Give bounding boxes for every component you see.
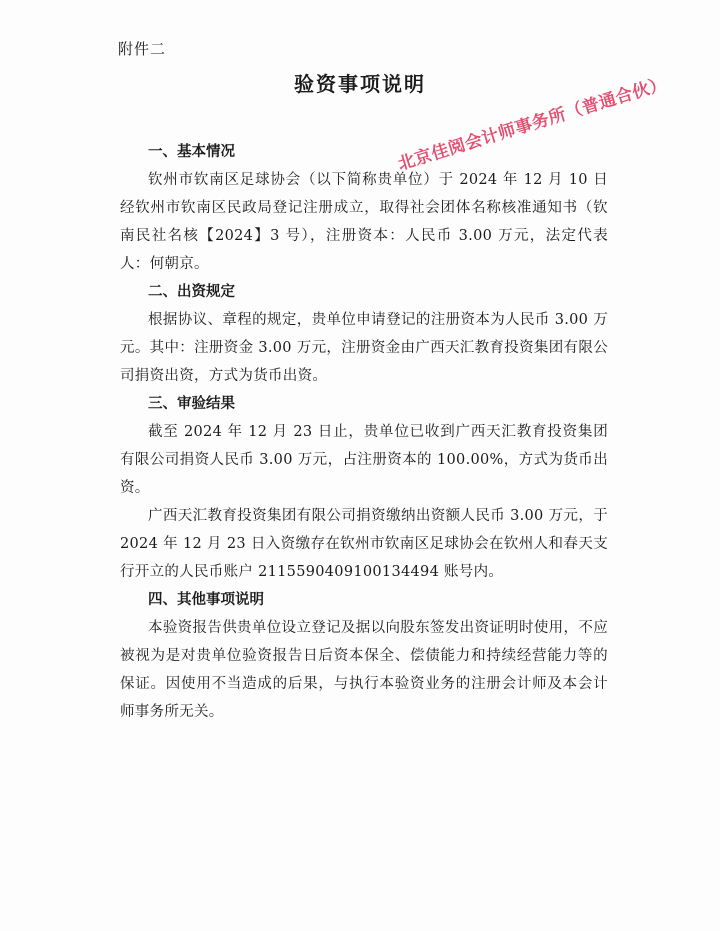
section-paragraph: 根据协议、章程的规定，贵单位申请登记的注册资本为人民币 3.00 万元。其中：注册资金 3.00 万元，注册资金由广西天汇教育投资集团有限公司捐资出资，方式为货币出资。 bbox=[120, 312, 608, 384]
section-paragraph: 本验资报告供贵单位设立登记及据以向股东签发出资证明时使用，不应被视为是对贵单位验资报告日后资本保全、偿债能力和持续经营能力等的保证。因使用不当造成的后果，与执行本验资业务的注册会计师及本会计师事务所无关。 bbox=[120, 620, 608, 720]
section-paragraph: 广西天汇教育投资集团有限公司捐资缴纳出资额人民币 3.00 万元，于 2024 年 12 月 23 日入资缴存在钦州市钦南区足球协会在钦州人和春天支行开立的人民币账户 2115590409100134494 账号内。 bbox=[120, 508, 608, 580]
page-title: 验资事项说明 bbox=[294, 72, 426, 96]
document-body bbox=[120, 138, 608, 726]
section-paragraph: 钦州市钦南区足球协会（以下简称贵单位）于 2024 年 12 月 10 日经钦州市钦南区民政局登记注册成立，取得社会团体名称核准通知书（钦南民社名核【2024】3 号），注册资本：人民币 3.00 万元，法定代表人：何朝京。 bbox=[120, 172, 608, 272]
section-heading-basic-info: 一、基本情况 bbox=[148, 144, 235, 160]
firm-seal-stamp: 北京佳阅会计师事务所（普通合伙） bbox=[395, 73, 670, 175]
section-paragraph: 截至 2024 年 12 月 23 日止，贵单位已收到广西天汇教育投资集团有限公司捐资人民币 3.00 万元，占注册资本的 100.00%，方式为货币出资。 bbox=[120, 424, 608, 496]
section-heading-verification-result: 三、审验结果 bbox=[148, 396, 235, 412]
section-heading-capital-rules: 二、出资规定 bbox=[148, 284, 235, 300]
attachment-label: 附件二 bbox=[118, 40, 167, 58]
section-heading-other-notes: 四、其他事项说明 bbox=[148, 592, 264, 608]
